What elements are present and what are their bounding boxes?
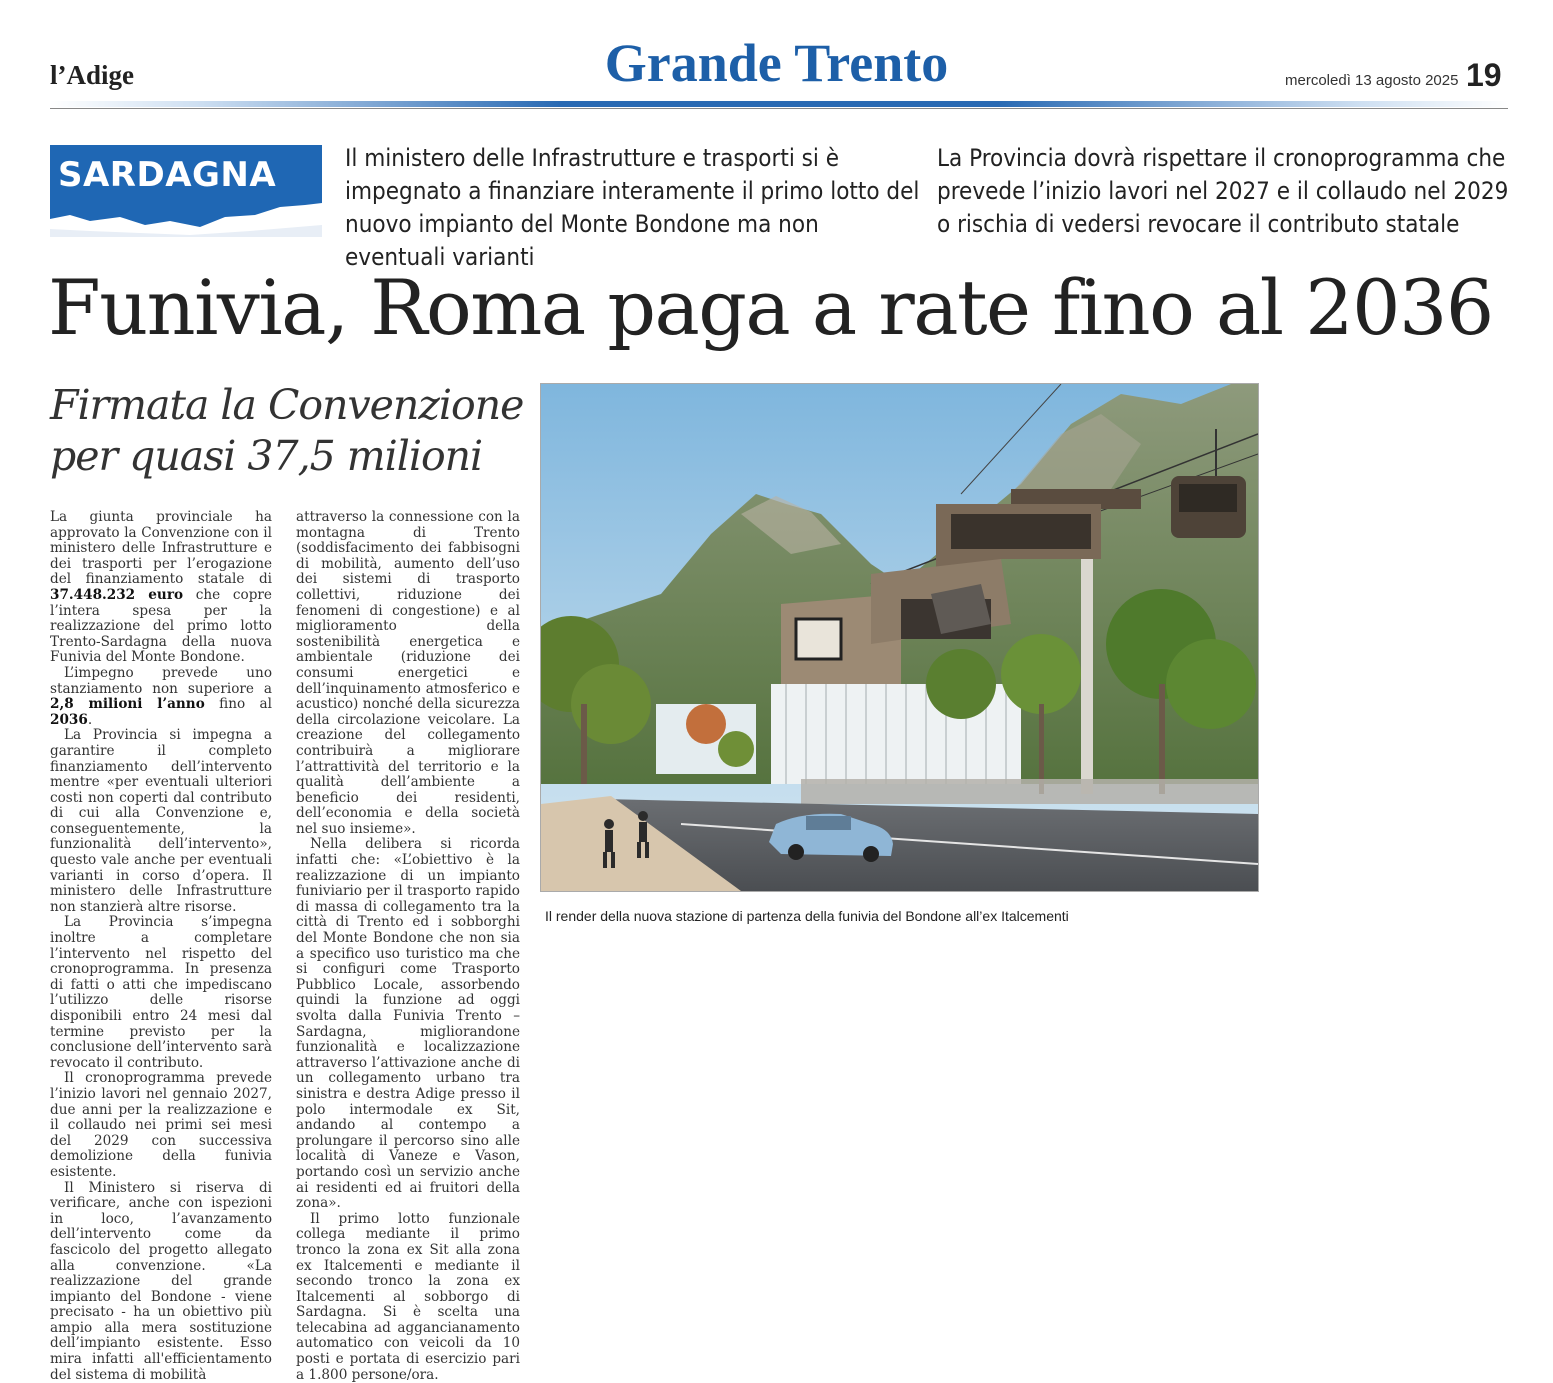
paragraph: attraverso la connessione con la montagna di Trento (soddisfacimento dei fabbisogni di mobilità, aumento dell’uso dei sistemi di trasporto collettivi, riduzione dei fenomeni di congestione) e al miglioramento della sostenibilità energetica e ambientale (riduzione dei consumi energetici e dell’inquinamento atmosferico e acustico) nonché della sicurezza della circolazione veicolare. La creazione del collegamento contribuirà a migliorare l’attrattività del territorio e la qualità dell’ambiente a beneficio dei residenti, dell’economia e della società nel suo insieme». <box>296 509 520 837</box>
paragraph: L’impegno prevede uno stanziamento non superiore a 2,8 milioni l’anno fino al 2036. <box>50 664 272 728</box>
paragraph: La giunta provinciale ha approvato la Convenzione con il ministero delle Infrastrutture e dei trasporti per l’erogazione del finanziamento statale di 37.448.232 euro che copre l’intera spesa per la realizzazione del primo lotto Trento-Sardagna della nuova Funivia del Monte Bondone. <box>50 509 272 666</box>
deck-subheadline: Firmata la Convenzione per quasi 37,5 milioni <box>50 381 524 480</box>
location-kicker <box>50 145 322 237</box>
summary-left: Il ministero delle Infrastrutture e trasporti si è impegnato a finanziare interamente il primo lotto del nuovo impianto del Monte Bondone ma non eventuali varianti <box>345 144 920 271</box>
header-rule-thin <box>50 108 1508 109</box>
headline: Funivia, Roma paga a rate fino al 2036 <box>48 263 1493 352</box>
paragraph: Il primo lotto funzionale collega mediante il primo tronco la zona ex Sit alla zona ex Italcementi e mediante il secondo tronco la zona ex Italcementi al sobborgo di Sardagna. Si è scelta una telecabina ad aggancianamento automatico con veicoli da 10 posti e portata di esercizio pari a 1.800 persone/ora. <box>296 1210 520 1383</box>
kicker-label: SARDAGNA <box>58 155 277 195</box>
article-column-2 <box>296 510 520 1383</box>
paragraph: Nella delibera si ricorda infatti che: «L’obiettivo è la realizzazione di un impianto funiviario per il trasporto rapido di massa di collegamento tra la città di Trento ed i sobborghi del Monte Bondone che non sia a specifico uso turistico ma che si configuri come Trasporto Pubblico Locale, assorbendo quindi la funzione ad oggi svolta dalla Funivia Trento – Sardagna, migliorandone funzionalità e localizzazione attraverso l’attivazione anche di un collegamento urbano tra sinistra e destra Adige presso il polo intermodale ex Sit, andando al contempo a prolungare il percorso sino alle località di Vaneze e Vason, portando così un servizio anche ai residenti ed ai fruitori della zona». <box>296 836 520 1212</box>
render-illustration <box>541 384 1258 891</box>
summary-right: La Provincia dovrà rispettare il cronoprogramma che prevede l’inizio lavori nel 2027 e il collaudo nel 2029 o rischia di vedersi revocare il contributo statale <box>937 144 1509 238</box>
issue-date: mercoledì 13 agosto 2025 <box>1285 72 1459 89</box>
page-number: 19 <box>1466 57 1502 93</box>
paragraph: La Provincia si impegna a garantire il completo finanziamento dell’intervento mentre «per eventuali ulteriori costi non coperti dal contributo di cui alla Convenzione e, conseguentemente, la funzionalità dell’intervento», questo vale anche per eventuali varianti in corso d’opera. Il ministero delle Infrastrutture non stanzierà altre risorse. <box>50 727 272 915</box>
newspaper-logo: l’Adige <box>50 60 134 90</box>
header-rule <box>50 101 1508 107</box>
article-column-1 <box>50 510 272 1383</box>
cable-car-station-render <box>540 383 1259 892</box>
paragraph: Il Ministero si riserva di verificare, anche con ispezioni in loco, l’avanzamento dell’intervento come da fascicolo del progetto allegato alla convenzione. «La realizzazione del grande impianto del Bondone - viene precisato - ha un obiettivo più ampio alla mera sostituzione dell’impianto esistente. Esso mira infatti all'efficientamento del sistema di mobilità <box>50 1179 272 1383</box>
paragraph: La Provincia s’impegna inoltre a completare l’intervento nel rispetto del cronoprogramma. In presenza di fatti o atti che impediscano l’utilizzo delle risorse disponibili entro 24 mesi dal termine previsto per la conclusione dell’intervento sarà revocato il contributo. <box>50 914 272 1071</box>
section-title: Grande Trento <box>604 33 949 93</box>
paragraph: Il cronoprogramma prevede l’inizio lavori nel gennaio 2027, due anni per la realizzazione e il collaudo nei primi sei mesi del 2029 con successiva demolizione della funivia esistente. <box>50 1070 272 1180</box>
photo-caption: Il render della nuova stazione di partenza della funivia del Bondone all’ex Italcementi <box>545 908 1069 924</box>
